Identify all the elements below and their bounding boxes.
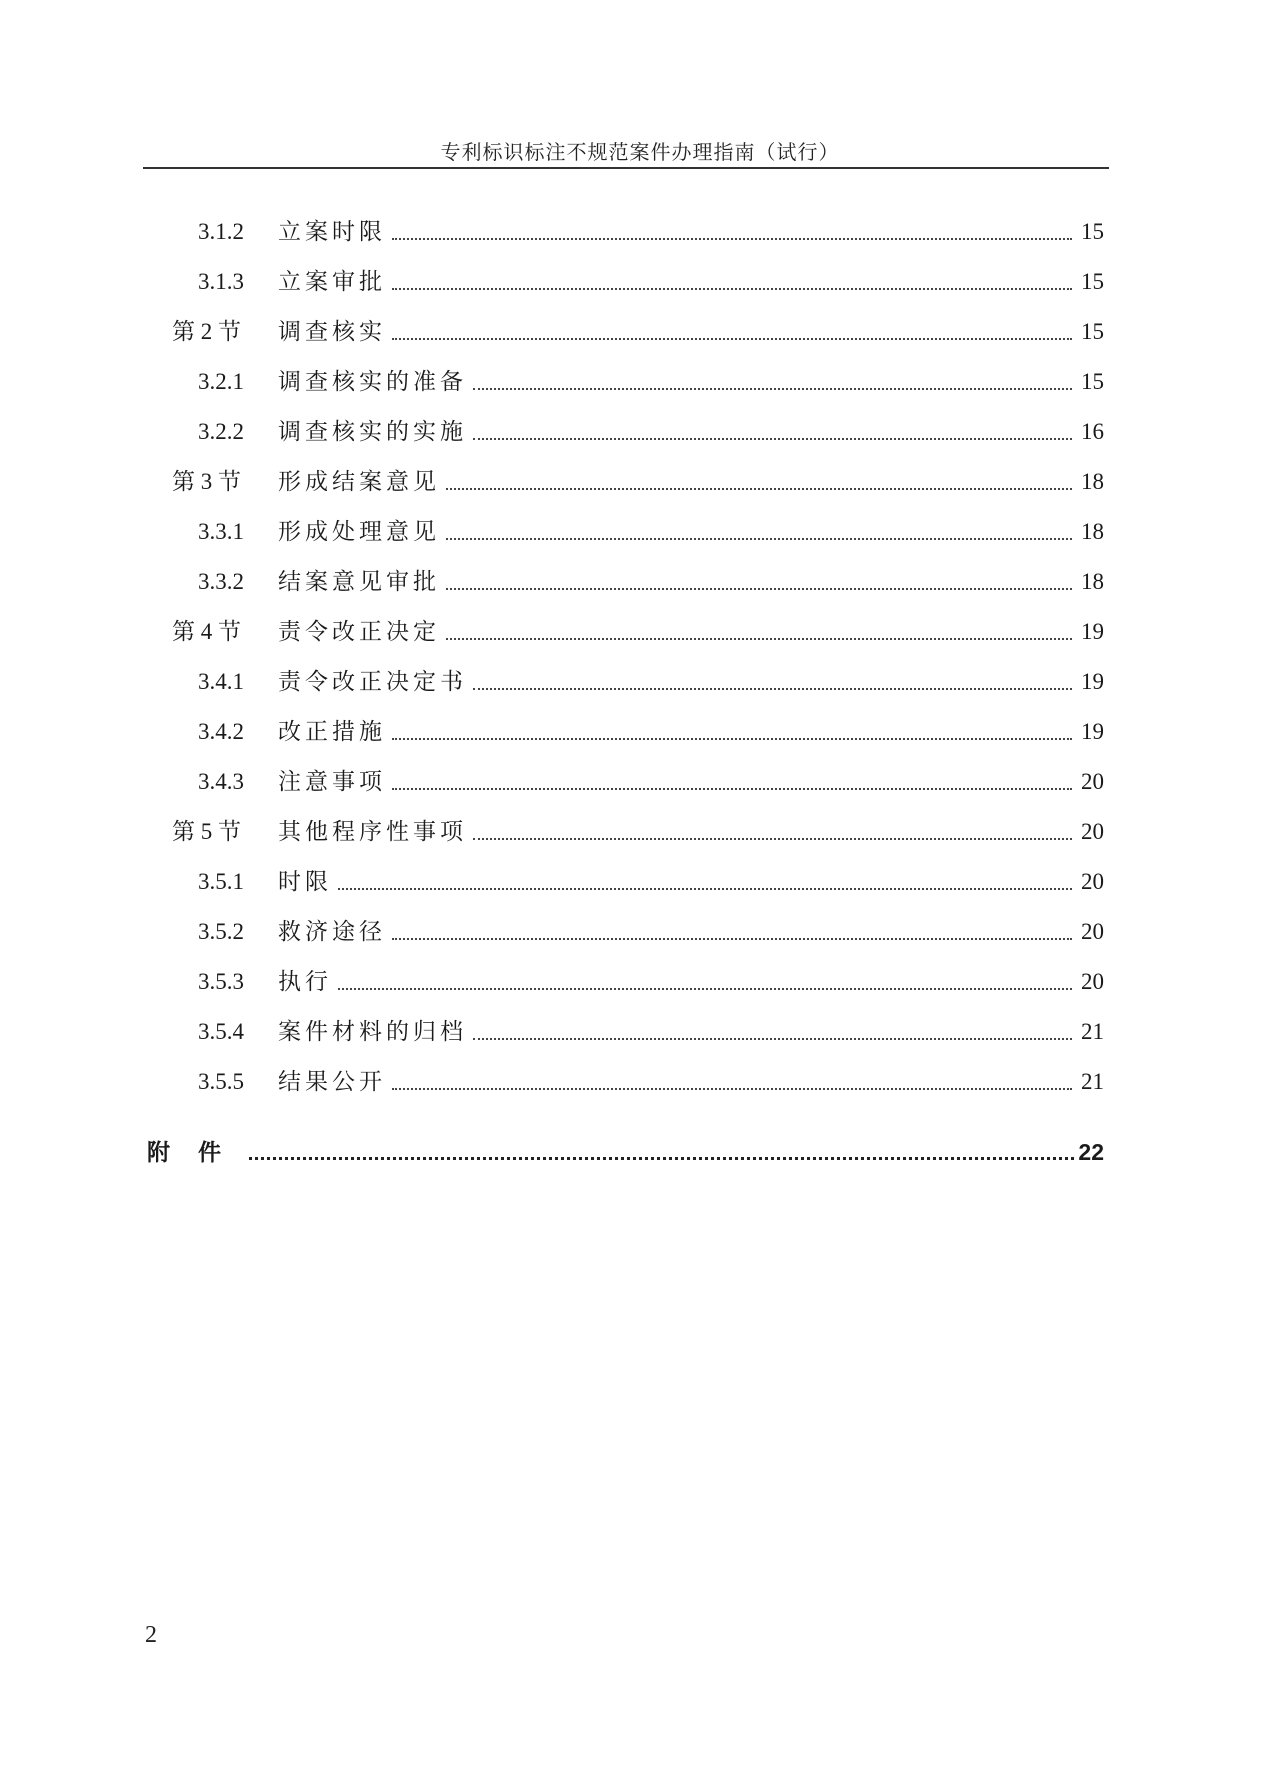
toc-dot-leader <box>392 288 1072 290</box>
toc-entry-page: 20 <box>1081 969 1104 994</box>
toc-entry-section-3[interactable] <box>172 466 1104 498</box>
toc-entry-page: 15 <box>1081 369 1104 394</box>
toc-entry-number: 3.3.1 <box>198 519 244 544</box>
toc-dot-leader <box>473 838 1072 840</box>
toc-entry-3-5-4[interactable] <box>198 1016 1104 1048</box>
toc-entry-title: 救济途径 <box>278 919 386 944</box>
toc-entry-number: 第 4 节 <box>172 619 241 644</box>
toc-entry-number: 3.5.4 <box>198 1019 244 1044</box>
page-number: 2 <box>145 1622 157 1648</box>
toc-entry-3-2-1[interactable] <box>198 366 1104 398</box>
toc-entry-title: 结果公开 <box>278 1069 386 1094</box>
toc-entry-3-5-5[interactable] <box>198 1066 1104 1098</box>
page-header-title: 专利标识标注不规范案件办理指南（试行） <box>440 142 840 164</box>
toc-entry-3-1-2[interactable] <box>198 216 1104 248</box>
toc-entry-3-3-1[interactable] <box>198 516 1104 548</box>
toc-entry-number: 3.1.3 <box>198 269 244 294</box>
toc-entry-title: 调查核实的准备 <box>278 369 467 394</box>
toc-dot-leader <box>446 588 1072 590</box>
toc-entry-page: 15 <box>1081 319 1104 344</box>
toc-entry-appendix[interactable] <box>147 1136 1104 1168</box>
toc-entry-number: 3.5.2 <box>198 919 244 944</box>
toc-entry-number: 3.5.1 <box>198 869 244 894</box>
toc-entry-title: 案件材料的归档 <box>278 1019 467 1044</box>
toc-entry-title: 调查核实 <box>278 319 386 344</box>
toc-dot-leader <box>392 238 1072 240</box>
toc-entry-section-4[interactable] <box>172 616 1104 648</box>
toc-dot-leader <box>249 1157 1074 1160</box>
toc-entry-page: 20 <box>1081 869 1104 894</box>
toc-dot-leader <box>392 1088 1072 1090</box>
toc-dot-leader <box>392 788 1072 790</box>
toc-entry-title: 改正措施 <box>278 719 386 744</box>
toc-entry-3-4-3[interactable] <box>198 766 1104 798</box>
toc-entry-page: 18 <box>1081 519 1104 544</box>
toc-dot-leader <box>338 988 1072 990</box>
toc-entry-page: 15 <box>1081 269 1104 294</box>
toc-entry-number: 3.3.2 <box>198 569 244 594</box>
toc-entry-title: 结案意见审批 <box>278 569 440 594</box>
toc-entry-3-5-3[interactable] <box>198 966 1104 998</box>
toc-entry-3-4-1[interactable] <box>198 666 1104 698</box>
toc-entry-page: 19 <box>1081 619 1104 644</box>
toc-entry-number: 3.5.5 <box>198 1069 244 1094</box>
toc-entry-title: 形成处理意见 <box>278 519 440 544</box>
toc-dot-leader <box>392 938 1072 940</box>
toc-entry-page: 20 <box>1081 919 1104 944</box>
toc-dot-leader <box>446 488 1072 490</box>
toc-entry-title: 立案时限 <box>278 219 386 244</box>
toc-entry-number: 3.5.3 <box>198 969 244 994</box>
toc-dot-leader <box>446 538 1072 540</box>
toc-dot-leader <box>473 688 1072 690</box>
toc-entry-page: 20 <box>1081 769 1104 794</box>
toc-entry-3-2-2[interactable] <box>198 416 1104 448</box>
toc-entry-number: 3.4.1 <box>198 669 244 694</box>
toc-entry-page: 16 <box>1081 419 1104 444</box>
toc-entry-3-1-3[interactable] <box>198 266 1104 298</box>
toc-entry-3-5-2[interactable] <box>198 916 1104 948</box>
toc-entry-title: 责令改正决定 <box>278 619 440 644</box>
toc-entry-title: 调查核实的实施 <box>278 419 467 444</box>
toc-entry-number: 3.4.3 <box>198 769 244 794</box>
toc-entry-page: 20 <box>1081 819 1104 844</box>
toc-entry-page: 22 <box>1078 1139 1104 1165</box>
toc-dot-leader <box>392 738 1072 740</box>
toc-entry-page: 21 <box>1081 1019 1104 1044</box>
toc-entry-title: 形成结案意见 <box>278 469 440 494</box>
toc-entry-number: 3.2.1 <box>198 369 244 394</box>
toc-dot-leader <box>473 438 1072 440</box>
toc-entry-page: 18 <box>1081 469 1104 494</box>
toc-entry-number: 第 2 节 <box>172 319 241 344</box>
toc-entry-number: 3.4.2 <box>198 719 244 744</box>
toc-entry-3-4-2[interactable] <box>198 716 1104 748</box>
toc-entry-title: 立案审批 <box>278 269 386 294</box>
toc-entry-3-5-1[interactable] <box>198 866 1104 898</box>
toc-entry-page: 18 <box>1081 569 1104 594</box>
toc-entry-number: 3.2.2 <box>198 419 244 444</box>
toc-entry-page: 21 <box>1081 1069 1104 1094</box>
toc-entry-title: 其他程序性事项 <box>278 819 467 844</box>
toc-entry-page: 19 <box>1081 719 1104 744</box>
toc-entry-page: 19 <box>1081 669 1104 694</box>
toc-entry-title: 执行 <box>278 969 332 994</box>
toc-entry-title: 时限 <box>278 869 332 894</box>
toc-dot-leader <box>446 638 1072 640</box>
toc-entry-3-3-2[interactable] <box>198 566 1104 598</box>
toc-dot-leader <box>473 388 1072 390</box>
toc-entry-number: 第 5 节 <box>172 819 241 844</box>
toc-entry-title: 注意事项 <box>278 769 386 794</box>
toc-entry-section-5[interactable] <box>172 816 1104 848</box>
toc-dot-leader <box>473 1038 1072 1040</box>
toc-entry-title: 责令改正决定书 <box>278 669 467 694</box>
toc-dot-leader <box>392 338 1072 340</box>
toc-entry-title: 附件 <box>147 1139 249 1165</box>
toc-entry-page: 15 <box>1081 219 1104 244</box>
toc-dot-leader <box>338 888 1072 890</box>
toc-entry-section-2[interactable] <box>172 316 1104 348</box>
toc-entry-number: 第 3 节 <box>172 469 241 494</box>
toc-entry-number: 3.1.2 <box>198 219 244 244</box>
